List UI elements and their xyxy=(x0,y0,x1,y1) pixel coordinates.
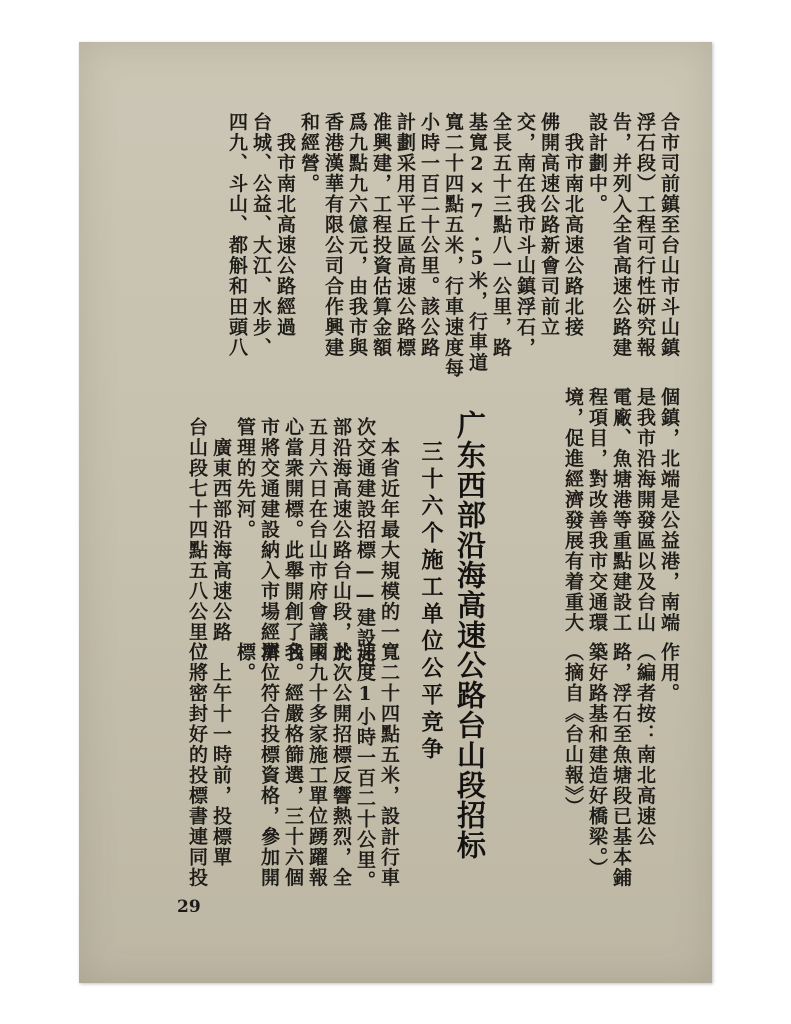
article1-continuation-columns xyxy=(520,387,681,633)
text-column-line: （編者按：南北高速公 xyxy=(634,642,656,847)
text-column-line: 程項目，對改善我市交通環 xyxy=(586,387,608,633)
text-column-line: 香港漢華有限公司合作興建 xyxy=(322,112,344,358)
text-column-line: 和經營。 xyxy=(298,112,320,194)
book-page xyxy=(79,42,712,983)
text-column-line: 路，浮石至魚塘段已基本鋪 xyxy=(610,642,632,888)
text-column-line: 小時一百二十公里。該公路 xyxy=(418,112,440,358)
text-column-line: 寬二十四點五米，行車速度每 xyxy=(442,112,464,379)
text-column-line: 境，促進經濟發展有着重大 xyxy=(562,387,584,633)
text-column-line: 單位符合投標資格，參加開 xyxy=(258,642,280,888)
text-column-line: 國九十多家施工單位踴躍報 xyxy=(306,642,328,888)
text-column-line: 交，南在我市斗山鎮浮石， xyxy=(514,112,536,358)
text-column-line: 台城、公益、大江、水步、 xyxy=(250,112,272,358)
text-column-line: 寬二十四點五米，設計行車 xyxy=(378,642,400,888)
text-column-line: 個鎮，北端是公益港，南端 xyxy=(658,387,680,633)
text-column-line: 位將密封好的投標書連同投 xyxy=(186,642,208,888)
text-column-line: 基寬2×7.5米，行車道 xyxy=(466,112,488,373)
text-column-line: 此次公開招標反響熱烈，全 xyxy=(330,642,352,888)
page-number: 29 xyxy=(177,897,201,917)
text-column-line: 次交通建設招標——建設西 xyxy=(354,417,376,669)
text-column-line: 我市南北高速公路北接 xyxy=(562,112,584,338)
text-column-line: （摘自《台山報》） xyxy=(562,642,584,817)
text-column-line: 廣東西部沿海高速公路 xyxy=(210,417,232,643)
text-column-line: 告，并列入全省高速公路建 xyxy=(610,112,632,358)
text-column-line: 部沿海高速公路台山段，於 xyxy=(330,417,352,663)
text-column-line: 築好路基和建造好橋梁。） xyxy=(586,642,608,879)
article2-body-columns xyxy=(169,642,401,891)
text-column-line: 合市司前鎮至台山市斗山鎮 xyxy=(658,112,680,358)
text-column-line: 是我市沿海開發區以及台山 xyxy=(634,387,656,633)
article1-editor-note-columns xyxy=(509,642,681,888)
text-column-line: 我市南北高速公路經過 xyxy=(274,112,296,338)
text-column-line: 佛開高速公路新會司前立 xyxy=(538,112,560,338)
text-column-line: 五月六日在台山市府會議中 xyxy=(306,417,328,663)
text-column-line: 浮石段）工程可行性研究報 xyxy=(634,112,656,358)
text-column-line: 心當衆開標。此舉開創了我 xyxy=(282,417,304,663)
text-column-line: 管理的先河。 xyxy=(234,417,256,540)
text-column-line: 電廠、魚塘港等重點建設工 xyxy=(610,387,632,633)
article1-top-columns xyxy=(223,112,681,434)
text-column-line: 四九、斗山、都斛和田頭八 xyxy=(226,112,248,358)
text-column-line: 台山段七十四點五八公里， xyxy=(186,417,208,663)
text-column-line: 名。經嚴格篩選，三十六個 xyxy=(282,642,304,888)
text-column-line: 計劃采用平丘區高速公路標 xyxy=(394,112,416,358)
text-column-line: 上午十一時前，投標單 xyxy=(210,642,232,868)
text-column-line: 本省近年最大規模的一 xyxy=(378,417,400,643)
article2-headline: 广东西部沿海高速公路台山段招标 xyxy=(453,410,487,860)
text-column-line: 全長五十三點八一公里，路 xyxy=(490,112,512,358)
article2-subheadline: 三十六个施工单位公平竞争 xyxy=(418,440,443,764)
text-column-line: 設計劃中。 xyxy=(586,112,608,215)
text-column-line: 市將交通建設納入市場經濟 xyxy=(258,417,280,663)
text-column-line: 速度1小時一百二十公里。 xyxy=(354,642,376,891)
text-column-line: 准興建，工程投資估算金額 xyxy=(370,112,392,358)
text-column-line: 爲九點九六億元，由我市與 xyxy=(346,112,368,358)
text-column-line: 作用。 xyxy=(658,642,680,704)
text-column-line: 標。 xyxy=(234,642,256,683)
